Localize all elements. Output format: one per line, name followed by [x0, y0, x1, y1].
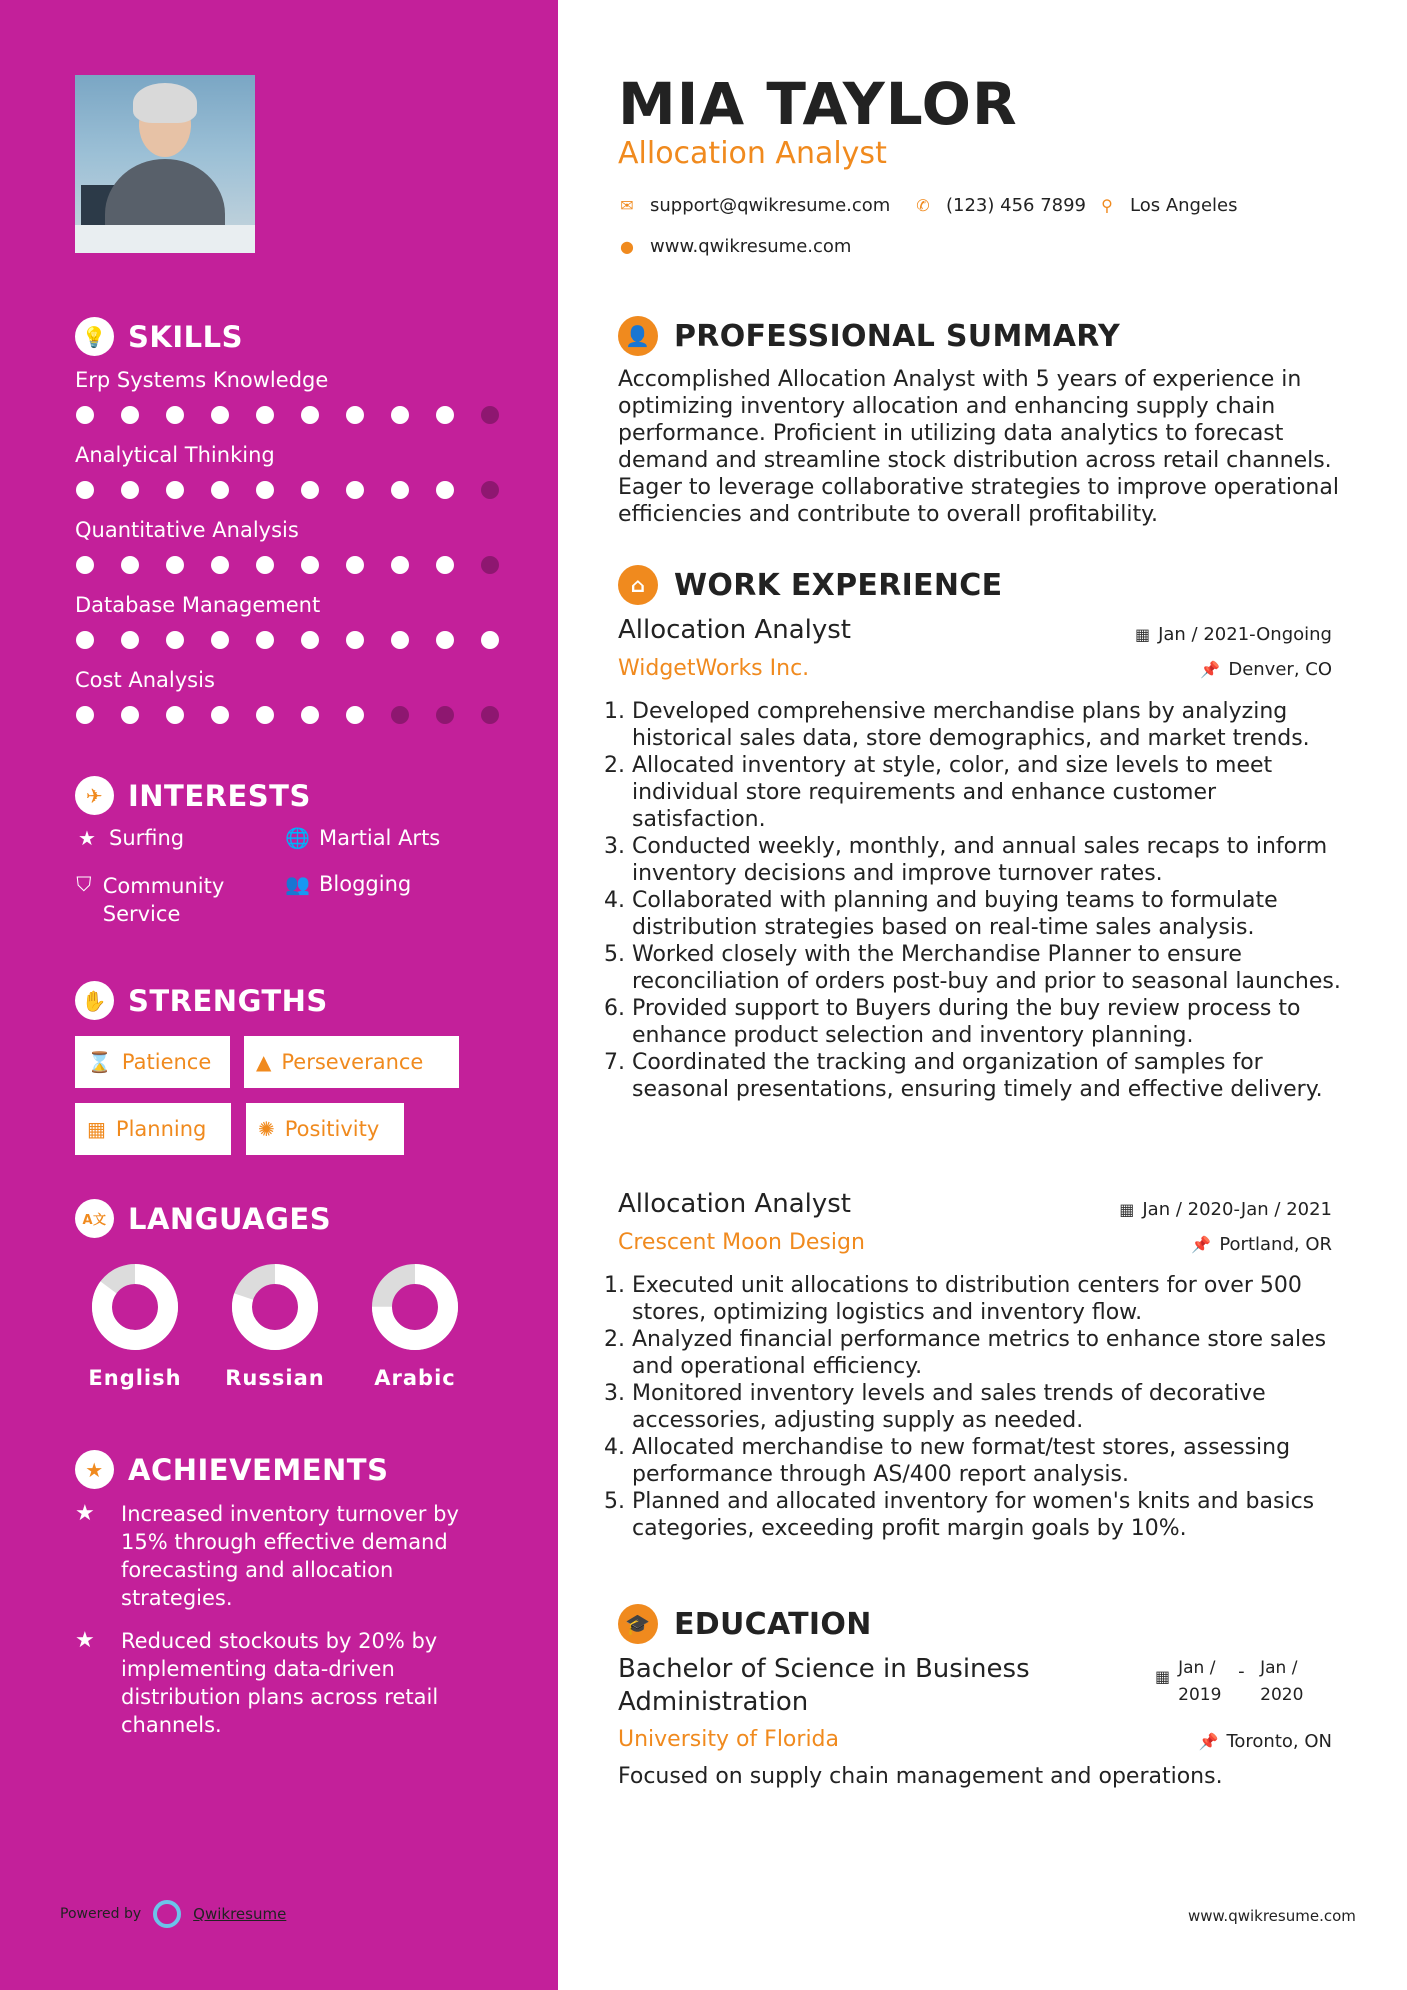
rating-dot — [301, 556, 319, 574]
rating-dot — [76, 631, 94, 649]
rating-dot — [346, 631, 364, 649]
office-chair-icon: ⌂ — [618, 565, 658, 605]
job-company: Crescent Moon Design — [618, 1230, 865, 1255]
powered-by: Powered by Qwikresume — [60, 1900, 286, 1928]
main-content — [558, 0, 1407, 1990]
rating-dot — [121, 706, 139, 724]
language-item — [205, 1262, 345, 1390]
rating-dot — [211, 406, 229, 424]
interests-heading: ✈ INTERESTS — [75, 776, 311, 815]
phone-icon: ✆ — [916, 196, 930, 215]
skill-rating — [75, 631, 505, 649]
rating-dot — [391, 631, 409, 649]
education-heading: 🎓 EDUCATION — [618, 1604, 872, 1644]
language-item — [345, 1262, 485, 1390]
rating-dot — [301, 631, 319, 649]
skill-rating — [75, 481, 505, 499]
job-company: WidgetWorks Inc. — [618, 656, 810, 681]
language-ring — [370, 1262, 460, 1352]
globe-icon: 🌐 — [285, 826, 310, 850]
languages-heading: A文 LANGUAGES — [75, 1199, 331, 1238]
job-bullet: 1. Executed unit allocations to distribution centers for over 500 stores, optimizing logistics and inventory flow. — [632, 1272, 1354, 1326]
experience-heading: ⌂ WORK EXPERIENCE — [618, 565, 1002, 605]
education-description: Focused on supply chain management and operations. — [618, 1764, 1223, 1789]
rating-dot — [436, 406, 454, 424]
rating-dot — [256, 631, 274, 649]
job-bullet: 4. Collaborated with planning and buying teams to formulate distribution strategies based on real-time sales analysis. — [632, 887, 1354, 941]
rating-dot — [211, 631, 229, 649]
calendar-icon: ▦ — [1155, 1667, 1171, 1686]
summary-text: Accomplished Allocation Analyst with 5 years of experience in optimizing inventory allocation and enhancing supply chain performance. Proficient in utilizing data analytics to forecast demand and streamline stock distribution across retail channels. Eager to leverage collaborative strategies to improve operational efficiencies and contribute to overall profitability. — [618, 367, 1339, 527]
envelope-icon: ✉ — [620, 196, 634, 215]
rating-dot — [166, 706, 184, 724]
rating-dot — [391, 481, 409, 499]
rating-dot — [346, 706, 364, 724]
rating-dot — [76, 481, 94, 499]
qwikresume-logo-icon — [153, 1900, 181, 1928]
star-icon: ★ — [78, 826, 96, 850]
job-title: Allocation Analyst — [618, 1189, 851, 1219]
rating-dot — [481, 556, 499, 574]
achievements-heading: ★ ACHIEVEMENTS — [75, 1450, 388, 1489]
job-bullet: 2. Analyzed financial performance metrics to enhance store sales and operational efficiency. — [632, 1326, 1354, 1380]
rating-dot — [166, 406, 184, 424]
strength-chip: ▦ Planning — [75, 1103, 231, 1155]
summary-heading: 👤 PROFESSIONAL SUMMARY — [618, 316, 1120, 356]
pin-icon: 📌 — [1200, 660, 1221, 679]
rating-dot — [436, 481, 454, 499]
job-bullet: 1. Developed comprehensive merchandise plans by analyzing historical sales data, store demographics, and market trends. — [632, 698, 1354, 752]
rating-dot — [166, 481, 184, 499]
rating-dot — [301, 481, 319, 499]
hand-icon: ✋ — [75, 981, 114, 1020]
rating-dot — [346, 481, 364, 499]
person-name: MIA TAYLOR — [618, 70, 1018, 138]
strength-chip: ⌛ Patience — [75, 1036, 230, 1088]
job-dates: ▦ Jan / 2021-Ongoing — [1134, 624, 1332, 645]
rating-dot — [121, 631, 139, 649]
hourglass-icon: ⌛ — [87, 1050, 112, 1074]
rating-dot — [256, 556, 274, 574]
rating-dot — [346, 406, 364, 424]
job-title: Allocation Analyst — [618, 615, 851, 645]
translate-icon: A文 — [75, 1199, 114, 1238]
profile-photo — [75, 75, 255, 253]
pin-icon: 📌 — [1198, 1732, 1219, 1751]
strength-chip: ✺ Positivity — [246, 1103, 404, 1155]
language-item — [65, 1262, 205, 1390]
job-bullet: 2. Allocated inventory at style, color, and size levels to meet individual store requirements and enhance customer satisfaction. — [632, 752, 1354, 833]
sun-icon: ✺ — [258, 1117, 275, 1141]
rating-dot — [76, 406, 94, 424]
job-dates: ▦ Jan / 2020-Jan / 2021 — [1119, 1199, 1332, 1220]
sidebar — [0, 0, 558, 1990]
job-location: 📌 Denver, CO — [1200, 659, 1332, 680]
job-bullet: 3. Monitored inventory levels and sales trends of decorative accessories, adjusting supply as needed. — [632, 1380, 1354, 1434]
calendar-icon: ▦ — [1134, 625, 1151, 644]
rating-dot — [391, 706, 409, 724]
education-location: 📌 Toronto, ON — [1198, 1731, 1332, 1752]
rating-dot — [121, 481, 139, 499]
skills-heading: 💡 SKILLS — [75, 317, 243, 356]
job-bullet: 3. Conducted weekly, monthly, and annual sales recaps to inform inventory decisions and improve turnover rates. — [632, 833, 1354, 887]
rating-dot — [301, 406, 319, 424]
job-bullet: 6. Provided support to Buyers during the buy review process to enhance product selection and inventory planning. — [632, 995, 1354, 1049]
skill-label: Erp Systems Knowledge — [75, 368, 329, 392]
globe-icon: ● — [620, 237, 634, 256]
skill-item — [75, 668, 505, 724]
language-ring — [90, 1262, 180, 1352]
rating-dot — [481, 706, 499, 724]
rating-dot — [256, 406, 274, 424]
calendar-icon: ▦ — [87, 1117, 106, 1141]
skill-item — [75, 518, 505, 574]
shooting-star-icon: ★ — [75, 1501, 95, 1526]
rating-dot — [391, 406, 409, 424]
rating-dot — [211, 556, 229, 574]
rating-dot — [166, 556, 184, 574]
rating-dot — [76, 556, 94, 574]
language-label: Arabic — [374, 1366, 456, 1390]
skill-label: Cost Analysis — [75, 668, 215, 692]
skill-rating — [75, 556, 505, 574]
job-bullet: 4. Allocated merchandise to new format/test stores, assessing performance through AS/400 report analysis. — [632, 1434, 1354, 1488]
contact-phone: ✆ (123) 456 7899 — [914, 195, 1086, 216]
contact-website: ● www.qwikresume.com — [618, 236, 851, 257]
skill-rating — [75, 706, 505, 724]
language-label: Russian — [225, 1366, 325, 1390]
education-degree: Bachelor of Science in Business Administration — [618, 1654, 1030, 1717]
shooting-star-icon: ★ — [75, 1628, 95, 1653]
education-dates: ▦ Jan / 2019 - Jan / 2020 — [1155, 1658, 1304, 1705]
skill-item — [75, 368, 505, 424]
rating-dot — [481, 406, 499, 424]
rating-dot — [301, 706, 319, 724]
graduate-icon: 🎓 — [618, 1604, 658, 1644]
rating-dot — [481, 631, 499, 649]
job-bullet: 5. Planned and allocated inventory for women's knits and basics categories, exceeding profit margin goals by 10%. — [632, 1488, 1354, 1542]
user-icon: 👤 — [618, 316, 658, 356]
calendar-icon: ▦ — [1119, 1200, 1135, 1219]
job-bullet: 7. Coordinated the tracking and organization of samples for seasonal presentations, ensuring timely and effective delivery. — [632, 1049, 1354, 1103]
job-bullet: 5. Worked closely with the Merchandise Planner to ensure reconciliation of orders post-buy and prior to seasonal launches. — [632, 941, 1354, 995]
rating-dot — [256, 481, 274, 499]
strengths-heading: ✋ STRENGTHS — [75, 981, 328, 1020]
shield-icon: ⛉ — [76, 872, 92, 896]
job-location: 📌 Portland, OR — [1191, 1234, 1332, 1255]
job-bullets — [614, 698, 1354, 1103]
rating-dot — [211, 706, 229, 724]
rating-dot — [436, 631, 454, 649]
skill-item — [75, 443, 505, 499]
achievement-item: ★ Reduced stockouts by 20% by implementing data-driven distribution plans across retail channels. — [75, 1628, 439, 1737]
brand-link[interactable]: Qwikresume — [193, 1905, 287, 1923]
contact-location: ⚲ Los Angeles — [1098, 195, 1238, 216]
interest-item: ★ Surfing — [75, 826, 184, 850]
education-school: University of Florida — [618, 1727, 839, 1752]
footer-url[interactable]: www.qwikresume.com — [1188, 1907, 1356, 1925]
rating-dot — [481, 481, 499, 499]
strength-chip: ▲ Perseverance — [244, 1036, 459, 1088]
rating-dot — [76, 706, 94, 724]
interest-item: ⛉ Community Service — [76, 872, 225, 926]
interest-item: 🌐 Martial Arts — [285, 826, 441, 850]
rating-dot — [346, 556, 364, 574]
rating-dot — [436, 706, 454, 724]
language-label: English — [88, 1366, 182, 1390]
rating-dot — [391, 556, 409, 574]
group-icon: 👥 — [285, 872, 310, 896]
rating-dot — [121, 406, 139, 424]
rating-dot — [211, 481, 229, 499]
pin-icon: 📌 — [1191, 1235, 1212, 1254]
contact-email: ✉ support@qwikresume.com — [618, 195, 890, 216]
job-bullets — [614, 1272, 1354, 1542]
rating-dot — [166, 631, 184, 649]
language-ring — [230, 1262, 320, 1352]
map-pin-icon: ⚲ — [1101, 196, 1113, 215]
lightbulb-icon: 💡 — [75, 317, 114, 356]
person-role: Allocation Analyst — [618, 136, 887, 171]
star-badge-icon: ★ — [75, 1450, 114, 1489]
skill-label: Database Management — [75, 593, 321, 617]
skill-item — [75, 593, 505, 649]
interest-item: 👥 Blogging — [285, 872, 412, 896]
skill-label: Quantitative Analysis — [75, 518, 299, 542]
skill-label: Analytical Thinking — [75, 443, 275, 467]
road-icon: ▲ — [256, 1050, 272, 1074]
skill-rating — [75, 406, 505, 424]
rating-dot — [121, 556, 139, 574]
rating-dot — [436, 556, 454, 574]
achievement-item: ★ Increased inventory turnover by 15% through effective demand forecasting and allocation strategies. — [75, 1501, 459, 1610]
paper-plane-icon: ✈ — [75, 776, 114, 815]
rating-dot — [256, 706, 274, 724]
